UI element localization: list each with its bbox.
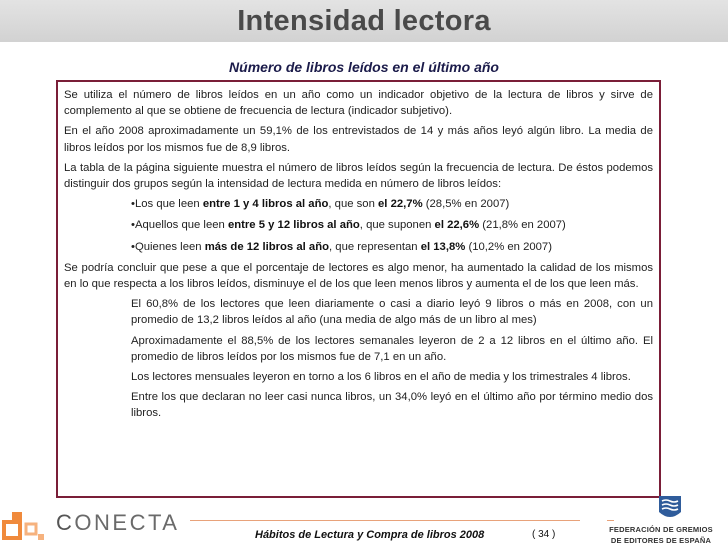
bullet-item-3: •Quienes leen más de 12 libros al año, que representan el 13,8% (10,2% en 2007) — [131, 240, 552, 253]
intro-paragraph-1: Se utiliza el número de libros leídos en un año como un indicador objetivo de la lectura de libros y sirve de complemento al que se obtiene de frecuencia de lectura (indicador subjetivo). — [64, 89, 653, 118]
conclusion-paragraph: Se podría concluir que pese a que el porcentaje de lectores es algo menor, ha aumentado la calidad de los mismos en lo que respecta a los libros leídos, disminuye el de los que leen menos libros y aumenta el de los que leen más. — [64, 261, 653, 291]
page-number: ( 34 ) — [532, 529, 556, 540]
logo-square-large — [4, 522, 20, 538]
bullet-range: más de 12 libros al año — [204, 240, 330, 253]
federation-logo-text — [600, 524, 722, 546]
bullet-percent: el 13,8% — [420, 240, 466, 253]
conecta-logo-text — [56, 510, 179, 536]
bullet-item-2: •Aquellos que leen entre 5 y 12 libros al año, que suponen el 22,6% (21,8% en 2007) — [131, 219, 566, 232]
federation-emblem-icon — [657, 494, 683, 522]
bullet-percent: el 22,7% — [378, 198, 423, 211]
emblem-shape — [659, 496, 681, 517]
bullet-marker: • — [131, 198, 135, 211]
content-box — [56, 80, 661, 498]
federation-line-1: FEDERACIÓN DE GREMIOS — [609, 525, 713, 534]
bullet-percent: el 22,6% — [434, 219, 480, 232]
detail-paragraph-3: Los lectores mensuales leyeron en torno a los 6 libros en el año de media y los trimestrales 4 libros. — [131, 371, 631, 384]
intro-paragraph-2: En el año 2008 aproximadamente un 59,1% de los entrevistados de 14 y más años leyó algún libro. La media de libros leídos por los mismos fue de 8,9 libros. — [64, 125, 653, 154]
footer-report-title: Hábitos de Lectura y Compra de libros 2008 — [255, 529, 485, 541]
footer-divider — [190, 520, 580, 521]
logo-square-right — [26, 524, 36, 534]
logo-square-top — [12, 512, 22, 522]
bullet-marker: • — [131, 240, 135, 253]
conecta-logo-squares-icon — [2, 508, 50, 546]
conecta-logo-rest: ONECTA — [74, 510, 180, 535]
page-subtitle: Número de libros leídos en el último año — [229, 59, 499, 75]
intro-paragraph-3: La tabla de la página siguiente muestra el número de libros leídos según la frecuencia de lectura. De éstos podemos distinguir dos grupos según la intensidad de lectura medida en número de libros leídos: — [64, 161, 653, 191]
bullet-range: entre 1 y 4 libros al año — [202, 198, 329, 211]
logo-square-small — [38, 534, 44, 540]
federation-line-2: DE EDITORES DE ESPAÑA — [610, 536, 712, 545]
bullet-range: entre 5 y 12 libros al año — [227, 219, 360, 232]
detail-paragraph-1: El 60,8% de los lectores que leen diariamente o casi a diario leyó 9 libros o más en 2008, con un promedio de 13,2 libros leídos al año (una media de algo más de un libro al mes) — [131, 298, 653, 327]
detail-paragraph-4: Entre los que declaran no leer casi nunca libros, un 34,0% leyó en el último año por término medio dos libros. — [131, 391, 653, 420]
bullet-marker: • — [131, 219, 135, 232]
bullet-item-1: •Los que leen entre 1 y 4 libros al año, que son el 22,7% (28,5% en 2007) — [131, 198, 510, 211]
page-title: Intensidad lectora — [237, 5, 491, 37]
conecta-logo-initial: C — [56, 510, 75, 535]
detail-paragraph-2: Aproximadamente el 88,5% de los lectores semanales leyeron de 2 a 12 libros en el último año. El promedio de libros leídos por los mismos fue de 7,1 en un año. — [131, 334, 653, 363]
footer-divider-short — [607, 520, 614, 521]
